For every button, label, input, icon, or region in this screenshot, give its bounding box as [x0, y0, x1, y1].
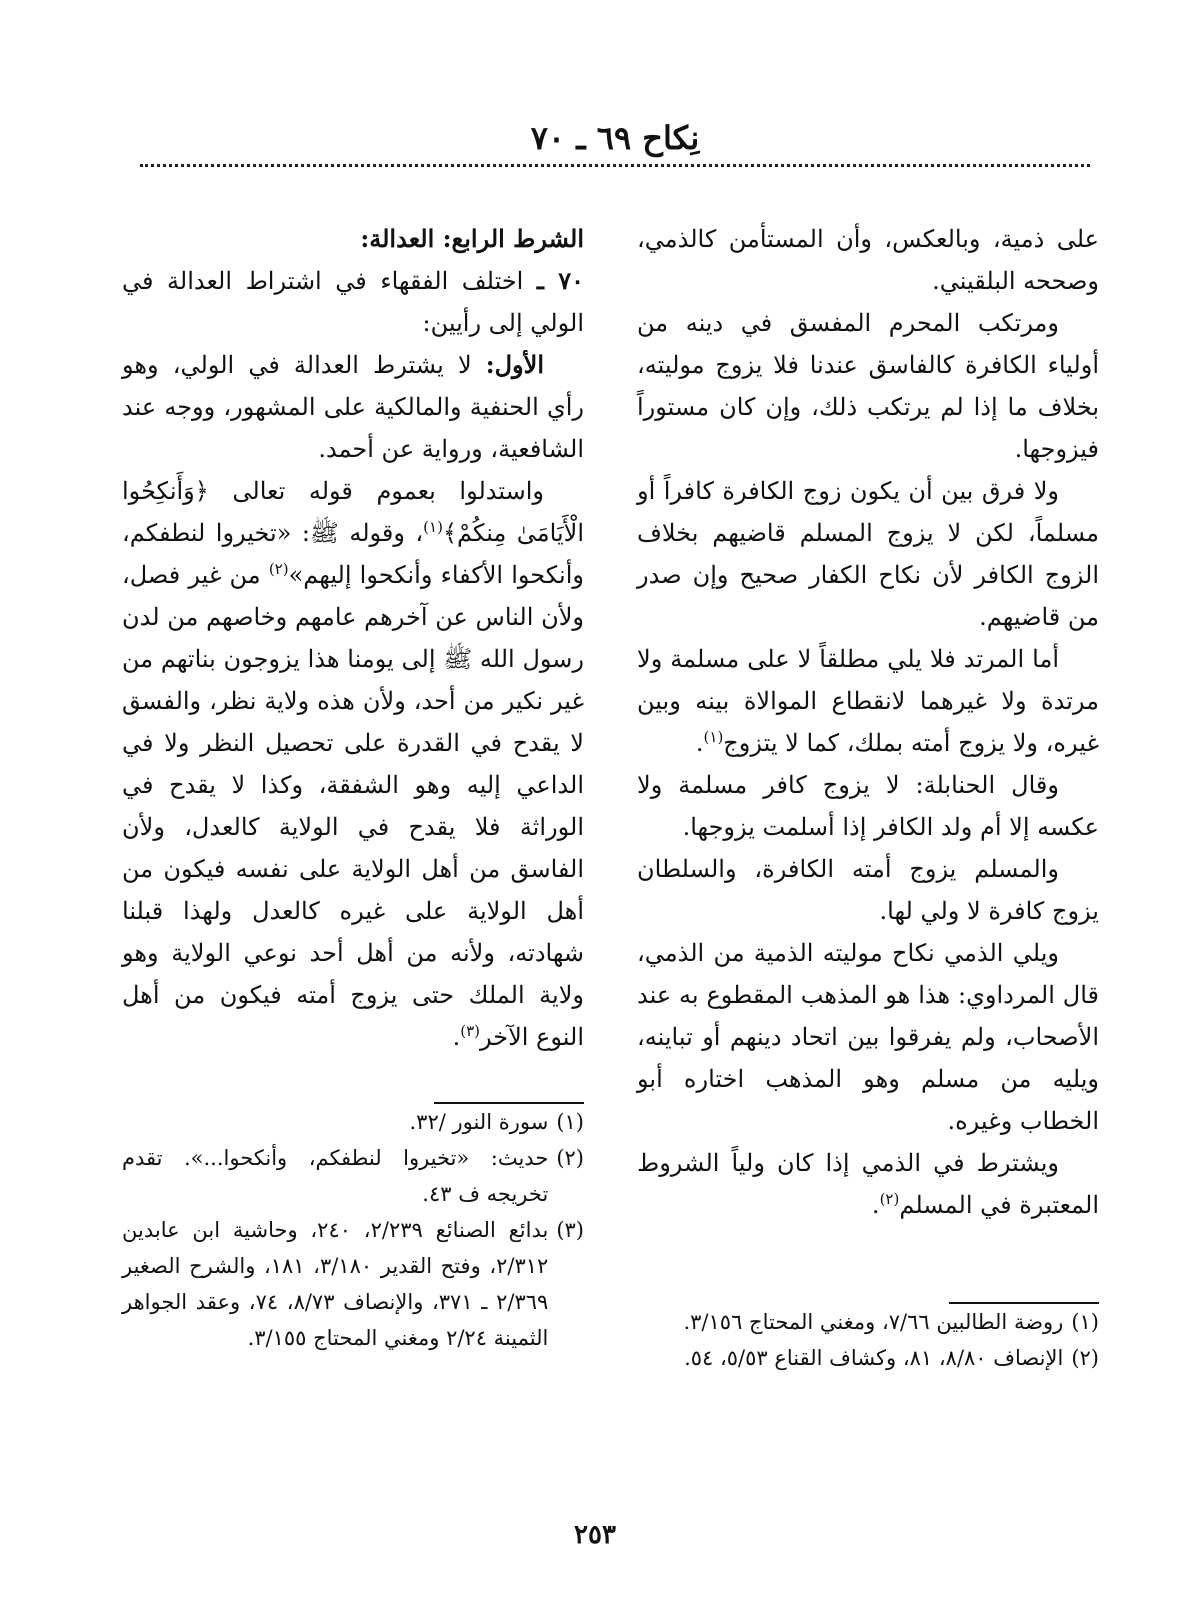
paragraph-continuation: على ذمية، وبالعكس، وأن المستأمن كالذمي، وصححه البلقيني.: [637, 225, 1099, 295]
paragraph-evidence: [122, 470, 584, 1058]
footnote-text: حديث: «تخيروا لنطفكم، وأنكحوا...». تقدم تخريجه ف ٤٣.: [122, 1146, 549, 1206]
footnote-list: [637, 1304, 1099, 1376]
paragraph-text: اختلف الفقهاء في اشتراط العدالة في الولي إلى رأيين:: [122, 267, 584, 337]
footnote-number: (١): [1071, 1310, 1099, 1334]
left-column: [637, 218, 1099, 1226]
paragraph-text: واستدلوا بعموم قوله تعالى ﴿وَأَنكِحُوا الْأَيَامَىٰ مِنكُمْ﴾: [122, 477, 584, 547]
paragraph-text: لا يشترط العدالة في الولي، وهو رأي الحنفية والمالكية على المشهور، ووجه عند الشافعية، ورواية عن أحمد.: [122, 351, 584, 463]
paragraph-lead: الأول:: [485, 350, 544, 379]
footnote-item: [637, 1340, 1099, 1376]
paragraph-text: ويلي الذمي نكاح موليته الذمية من الذمي، قال المرداوي: هذا هو المذهب المقطوع به عند الأصحاب، ولم يفرقوا بين اتحاد دينهم أو تباينه، ويليه من مسلم وهو المذهب اختاره أبو الخطاب وغيره.: [637, 939, 1099, 1135]
paragraph-text: أما المرتد فلا يلي مطلقاً لا على مسلمة ولا مرتدة ولا غيرهما لانقطاع الموالاة بينه وبين غيره، ولا يزوج أمته بملك، كما لا يتزوج: [637, 645, 1099, 757]
paragraph-text: ولا فرق بين أن يكون زوج الكافرة كافراً أو مسلماً، لكن لا يزوج المسلم قاضيهم بخلاف الزوج الكافر لأن نكاح الكفار صحيح وإن صدر من قاضيهم.: [637, 477, 1099, 631]
paragraph-text: من غير فصل، ولأن الناس عن آخرهم عامهم وخاصهم من لدن رسول الله ﷺ إلى يومنا هذا يزوجون بناتهم من غير نكير من أحد، ولأن هذه ولاية نظر، والفسق لا يقدح في القدرة على تحصيل النظر ولا في الداعي إليه وهو الشفقة، وكذا لا يقدح في الوراثة فلا يقدح في الولاية كالعدل، ولأن الفاسق من أهل الولاية على نفسه فيكون من أهل الولاية على غيره كالعدل ولهذا قبلنا شهادته، ولأنه من أهل أحد نوعي الولاية وهو ولاية الملك حتى يزوج أمته فيكون من أهل النوع الآخر: [122, 561, 584, 1051]
footnote-number: (٣): [556, 1218, 584, 1242]
footnote-item: [122, 1140, 584, 1212]
footnote-text: بدائع الصنائع ٢/٢٣٩، ٢٤٠، وحاشية ابن عابدين ٢/٣١٢، وفتح القدير ٣/١٨٠، ١٨١، والشرح الصغير ٢/٣٦٩ ـ ٣٧١، والإنصاف ٨/٧٣، ٧٤، وعقد الجواهر الثمينة ٢/٢٤ ومغني المحتاج ٣/١٥٥.: [122, 1218, 549, 1350]
footnote-ref[interactable]: (٣): [460, 1022, 480, 1040]
paragraph-end: .: [695, 729, 704, 757]
paragraph-text: ويشترط في الذمي إذا كان ولياً الشروط المعتبرة في المسلم: [637, 1149, 1099, 1219]
footnote-number: (٢): [1071, 1346, 1099, 1370]
footnote-item: [122, 1212, 584, 1356]
footnote-text: سورة النور /٣٢.: [409, 1110, 549, 1134]
footnote-ref[interactable]: (١): [423, 518, 443, 536]
footnotes-left: [637, 1302, 1099, 1376]
page-number: ٢٥٣: [574, 1520, 616, 1550]
footnote-ref[interactable]: (٢): [879, 1190, 900, 1208]
paragraph-text: وقال الحنابلة: لا يزوج كافر مسلمة ولا عكسه إلا أم ولد الكافر إذا أسلمت يزوجها.: [637, 771, 1099, 841]
footnote-item: [637, 1304, 1099, 1340]
page-header-title: نِكاح ٦٩ ـ ٧٠: [530, 119, 700, 157]
paragraph-text: والمسلم يزوج أمته الكافرة، والسلطان يزوج كافرة لا ولي لها.: [637, 855, 1099, 925]
footnote-ref[interactable]: (١): [703, 728, 724, 746]
paragraph-apostate: [637, 638, 1099, 764]
footnote-list: [122, 1104, 584, 1356]
section-heading: الشرط الرابع: العدالة:: [360, 224, 584, 253]
paragraph-end: .: [452, 1023, 461, 1051]
footnote-text: روضة الطالبين ٧/٦٦، ومغني المحتاج ٣/١٥٦.: [683, 1310, 1064, 1334]
footnotes-right: [122, 1102, 584, 1356]
right-column: [122, 218, 584, 1058]
paragraph-70: [122, 260, 584, 344]
footnote-number: (١): [556, 1110, 584, 1134]
paragraph-text: ، وقوله ﷺ: «تخيروا لنطفكم، وأنكحوا الأكفاء وأنكحوا إليهم»: [122, 519, 584, 589]
paragraph-first-opinion: [122, 344, 584, 470]
footnote-number: (٢): [556, 1146, 584, 1170]
paragraph-text: ومرتكب المحرم المفسق في دينه من أولياء الكافرة كالفاسق عندنا فلا يزوج موليته، بخلاف ما إذا لم يرتكب ذلك، وإن كان مستوراً فيزوجها.: [637, 309, 1099, 463]
paragraph-dhimmi-conditions: [637, 1142, 1099, 1226]
paragraph-end: .: [871, 1191, 880, 1219]
footnote-text: الإنصاف ٨/٨٠، ٨١، وكشاف القناع ٥/٥٣، ٥٤.: [684, 1346, 1064, 1370]
header-dotted-divider: [140, 164, 1090, 167]
footnote-ref[interactable]: (٢): [268, 560, 289, 578]
footnote-item: [122, 1104, 584, 1140]
paragraph-number: ٧٠ ـ: [536, 266, 585, 295]
